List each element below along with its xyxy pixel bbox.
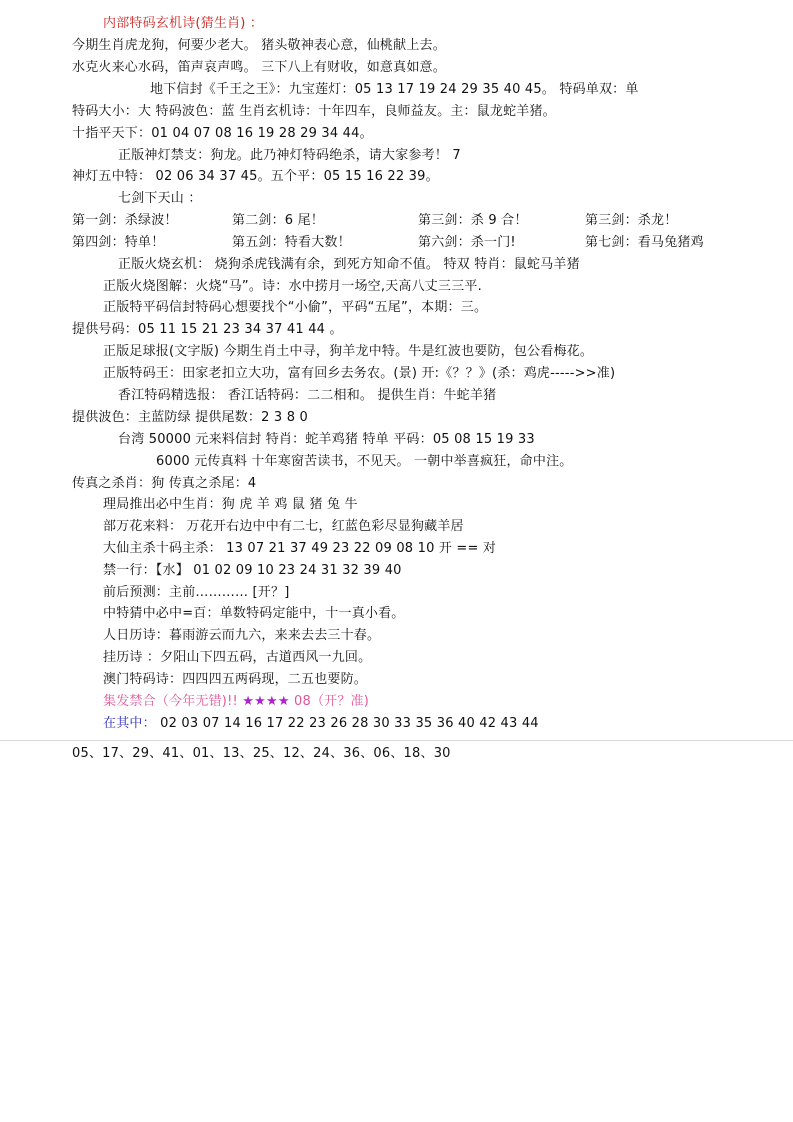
text-line: 理局推出必中生肖：狗 虎 羊 鸡 鼠 猪 兔 牛 <box>103 497 358 512</box>
text-line: 禁一行：【水】 01 02 09 10 23 24 31 32 39 40 <box>103 563 402 578</box>
text-line: 地下信封《千王之王》：九宝莲灯：05 13 17 19 24 29 35 40 45。 特码单双：单 <box>150 82 639 97</box>
text-line: 特码大小：大 特码波色：蓝 生肖玄机诗：十年四车，良师益友。主：鼠龙蛇羊猪。 <box>72 104 556 119</box>
text-line: 提供号码：05 11 15 21 23 34 37 41 44 。 <box>72 322 343 337</box>
text-line: 部万花来料： 万花开右边中中有二七，红蓝色彩尽显狗藏羊居 <box>103 519 464 534</box>
text-line: 十指平天下：01 04 07 08 16 19 28 29 34 44。 <box>72 126 373 141</box>
jifa-line <box>103 694 369 710</box>
text-line: 澳门特码诗：四四四五两码现，二五也要防。 <box>103 672 368 687</box>
sword-item: 第五剑：特看大数！ <box>232 235 351 250</box>
text-line: 正版特码王：田家老扣立大功，富有回乡去务农。(景) 开:《？？》(杀：鸡虎----->>准) <box>103 366 616 381</box>
text-line: 传真之杀肖：狗 传真之杀尾：4 <box>72 476 257 491</box>
text-line: 中特猜中必中=百：单数特码定能中，十一真小看。 <box>103 606 405 621</box>
text-line: 香江特码精选报： 香江话特码：二二相和。 提供生肖：牛蛇羊猪 <box>118 388 497 403</box>
text-line: 6000 元传真料 十年寒窗苦读书，不见天。 一朝中举喜疯狂，命中注。 <box>156 454 573 469</box>
text-line: 大仙主杀十码主杀： 13 07 21 37 49 23 22 09 08 10 开 == 对 <box>103 541 497 556</box>
text-line: 正版特平码信封特码心想要找个“小偷”，平码“五尾”，本期：三。 <box>103 300 488 315</box>
text-line: 正版火烧图解：火烧“马”。诗：水中捞月一场空,天高八丈三三平. <box>103 279 482 294</box>
text-line: 前后预测：主前………… [开？] <box>103 585 290 600</box>
sword-item: 第一剑：杀绿波！ <box>72 213 178 228</box>
sword-item: 第三剑：杀龙！ <box>585 213 678 228</box>
text-line: 挂历诗 ：夕阳山下四五码，古道西风一九回。 <box>103 650 372 665</box>
text-line: 台湾 50000 元来料信封 特肖：蛇羊鸡猪 特单 平码：05 08 15 19 33 <box>118 432 535 447</box>
divider <box>0 740 793 741</box>
text-line: 正版火烧玄机： 烧狗杀虎钱满有余，到死方知命不值。 特双 特肖：鼠蛇马羊猪 <box>118 257 580 272</box>
text-line: 正版足球报(文字版) 今期生肖土中寻，狗羊龙中特。牛是红波也要防，包公看梅花。 <box>103 344 594 359</box>
jifa-tail: 08（开？准) <box>294 694 370 709</box>
text-line: 正版神灯禁支：狗龙。此乃神灯特码绝杀，请大家参考！ 7 <box>118 148 461 163</box>
document-title: 内部特码玄机诗(猜生肖) ： <box>103 16 264 31</box>
text-line: 人日历诗：暮雨游云而九六，来来去去三十春。 <box>103 628 381 643</box>
star-icons: ★★★★ <box>242 694 290 709</box>
zaiqizhong-line <box>103 716 539 732</box>
sword-item: 第六剑：杀一门! <box>418 235 516 250</box>
text-line: 神灯五中特： 02 06 34 37 45。五个平：05 15 16 22 39。 <box>72 169 439 184</box>
zaiqizhong-label: 在其中： <box>103 716 156 731</box>
text-line: 水克火来心水码，笛声哀声鸣。 三下八上有财收，如意真如意。 <box>72 60 446 75</box>
sword-item: 第七剑：看马兔猪鸡 <box>585 235 704 250</box>
sword-item: 第三剑：杀 9 合！ <box>418 213 528 228</box>
sword-item: 第四剑：特单！ <box>72 235 165 250</box>
text-line: 提供波色：主蓝防绿 提供尾数：2 3 8 0 <box>72 410 309 425</box>
zaiqizhong-numbers: 02 03 07 14 16 17 22 23 26 28 30 33 35 36 40 42 43 44 <box>160 716 539 731</box>
bottom-sequence: 05、17、29、41、01、13、25、12、24、36、06、18、30 <box>72 746 451 761</box>
jifa-label: 集发禁合（今年无错)!! <box>103 694 238 709</box>
sword-item: 第二剑：6 尾！ <box>232 213 325 228</box>
text-line: 今期生肖虎龙狗，何要少老大。 猪头敬神表心意，仙桃献上去。 <box>72 38 446 53</box>
text-line: 七剑下天山 ： <box>118 191 202 206</box>
